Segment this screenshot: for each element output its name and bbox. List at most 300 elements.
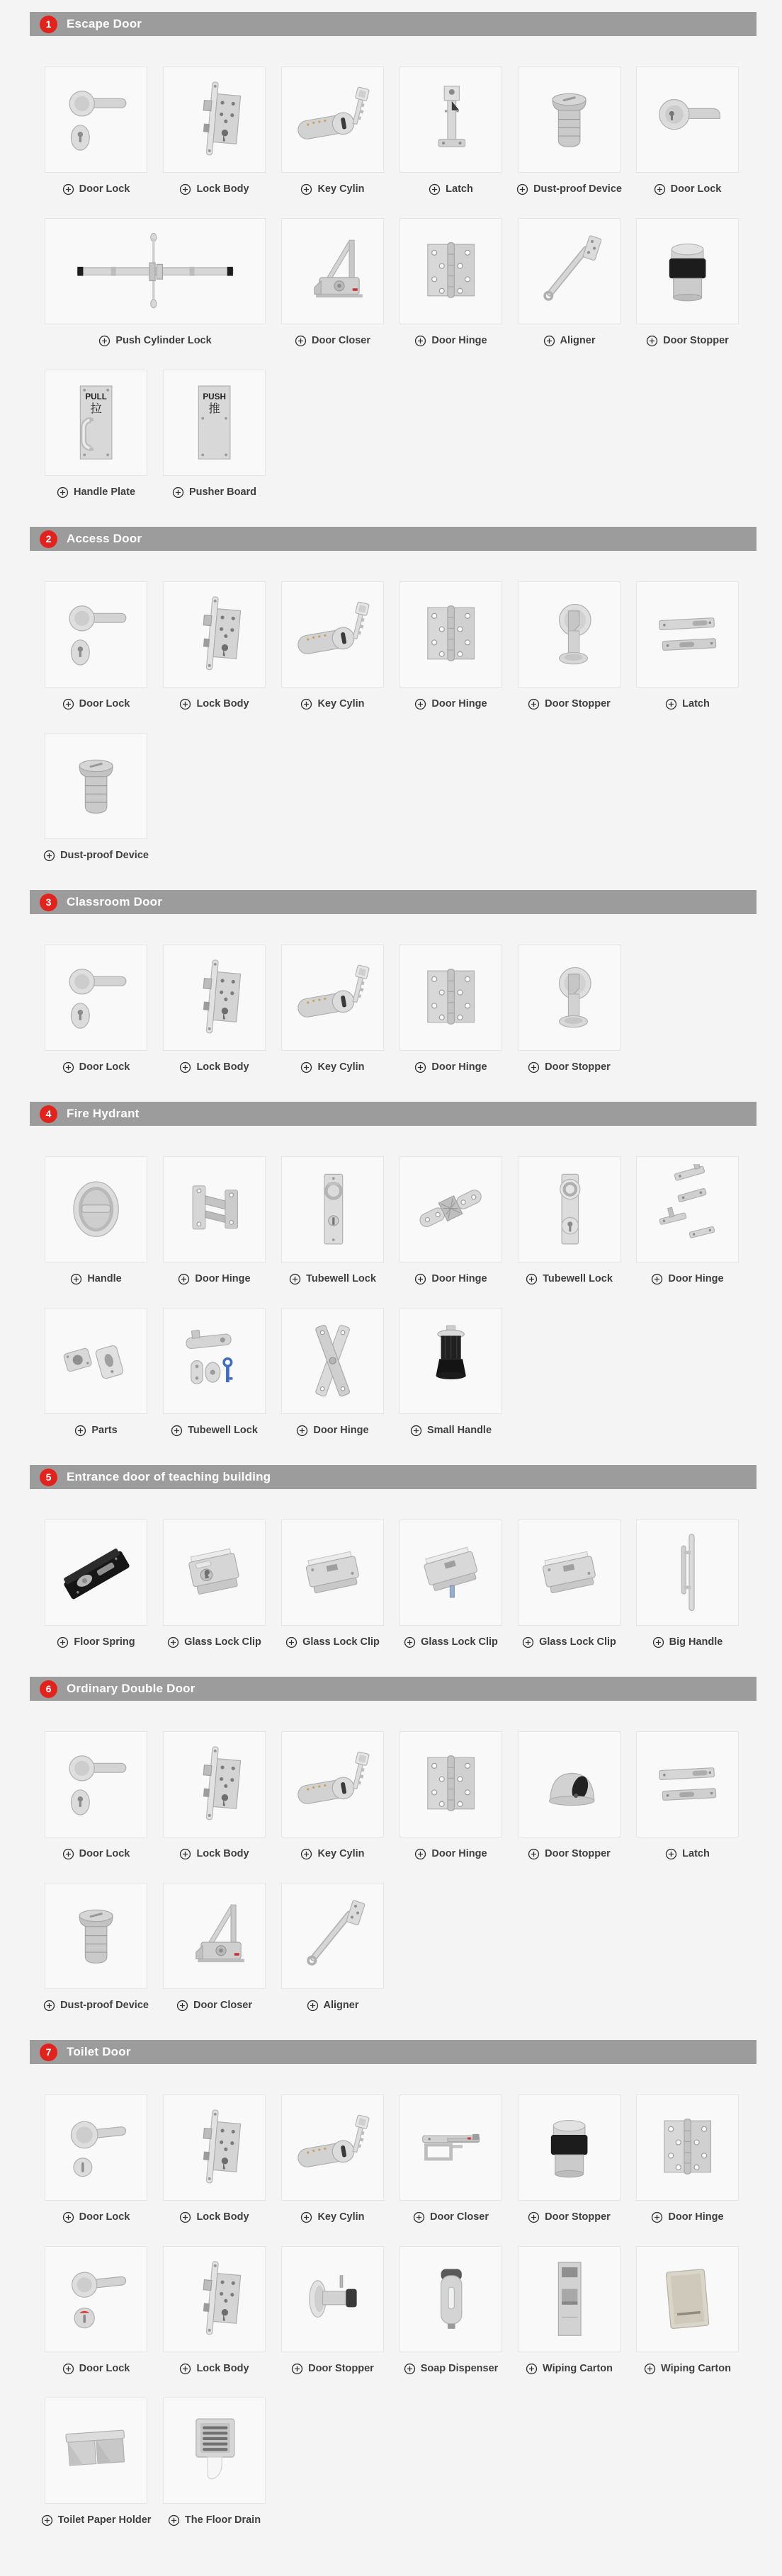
product-label-text: Lock Body bbox=[196, 698, 249, 709]
product-label[interactable] bbox=[179, 2209, 249, 2225]
product-card[interactable] bbox=[281, 2095, 384, 2201]
product-label-text: Pusher Board bbox=[188, 486, 257, 498]
product-card[interactable] bbox=[400, 1731, 502, 1837]
product-cell bbox=[400, 1308, 502, 1439]
product-label-text: Glass Lock Clip bbox=[539, 1636, 616, 1648]
product-card[interactable] bbox=[636, 218, 739, 324]
product-label[interactable] bbox=[528, 1059, 611, 1076]
section-header bbox=[30, 890, 756, 914]
product-label[interactable] bbox=[171, 1422, 258, 1439]
section-body bbox=[0, 2064, 782, 2555]
plus-circle-icon bbox=[43, 850, 55, 862]
product-label[interactable] bbox=[414, 1845, 487, 1862]
glass-clip-2-icon bbox=[528, 1527, 611, 1617]
product-label[interactable] bbox=[404, 1634, 498, 1651]
product-cell bbox=[281, 1156, 384, 1287]
product-label[interactable] bbox=[300, 181, 364, 198]
plus-circle-icon bbox=[179, 1061, 191, 1073]
cross-hinge-icon bbox=[409, 1164, 492, 1254]
product-cell bbox=[518, 218, 620, 349]
product-label-text: Door Closer bbox=[193, 2000, 252, 2011]
product-cell bbox=[163, 1520, 266, 1651]
product-label[interactable] bbox=[172, 484, 256, 501]
dome-stopper-icon bbox=[528, 1739, 611, 1829]
product-card[interactable] bbox=[281, 945, 384, 1051]
product-label[interactable] bbox=[285, 1634, 380, 1651]
product-label-text: Tubewell Lock bbox=[306, 1273, 376, 1284]
product-card[interactable] bbox=[636, 1520, 739, 1626]
product-card[interactable] bbox=[518, 1731, 620, 1837]
product-label-text: Door Stopper bbox=[663, 335, 729, 346]
plus-circle-icon bbox=[516, 183, 528, 195]
product-row bbox=[45, 1731, 782, 1862]
plus-circle-icon bbox=[62, 1061, 74, 1073]
product-card[interactable] bbox=[400, 2095, 502, 2201]
product-card[interactable] bbox=[518, 2095, 620, 2201]
product-card[interactable] bbox=[518, 945, 620, 1051]
product-cell bbox=[636, 1156, 739, 1287]
section-number-badge: 7 bbox=[40, 2044, 57, 2061]
product-label[interactable] bbox=[644, 2360, 731, 2377]
section-number-badge: 3 bbox=[40, 894, 57, 911]
product-cell bbox=[518, 1156, 620, 1287]
closer-flat-icon bbox=[409, 2102, 492, 2192]
product-label[interactable] bbox=[179, 695, 249, 712]
dust-proof-icon bbox=[55, 741, 137, 831]
product-cell bbox=[400, 218, 502, 349]
product-row bbox=[45, 1308, 782, 1439]
product-label-text: Glass Lock Clip bbox=[184, 1636, 261, 1648]
plus-circle-icon bbox=[171, 1425, 183, 1437]
product-label-text: Handle bbox=[87, 1273, 122, 1284]
product-label-text: Door Hinge bbox=[431, 1273, 487, 1284]
product-card[interactable] bbox=[163, 1308, 266, 1414]
product-label[interactable] bbox=[57, 1634, 135, 1651]
key-cylinder-icon bbox=[291, 589, 374, 679]
product-cell bbox=[163, 2398, 266, 2529]
section-toilet-door bbox=[0, 2040, 782, 2555]
big-handle-icon bbox=[646, 1527, 729, 1617]
product-cell bbox=[45, 1883, 147, 2014]
hinge-icon bbox=[409, 1739, 492, 1829]
product-cell bbox=[45, 1156, 147, 1287]
product-card[interactable] bbox=[281, 1156, 384, 1263]
product-label-text: Door Lock bbox=[79, 1061, 130, 1073]
product-label[interactable] bbox=[179, 181, 249, 198]
product-label-text: Glass Lock Clip bbox=[302, 1636, 380, 1648]
product-card[interactable] bbox=[45, 1308, 147, 1414]
product-card[interactable] bbox=[45, 2398, 147, 2504]
product-cell bbox=[400, 1520, 502, 1651]
tube-bolt-icon bbox=[173, 1316, 256, 1406]
product-label[interactable] bbox=[652, 1634, 723, 1651]
product-row bbox=[45, 2095, 782, 2225]
product-label[interactable] bbox=[296, 1422, 368, 1439]
product-label[interactable] bbox=[168, 2512, 261, 2529]
plus-circle-icon bbox=[654, 183, 666, 195]
product-cell bbox=[281, 1308, 384, 1439]
product-card[interactable] bbox=[163, 67, 266, 173]
product-card[interactable] bbox=[400, 1308, 502, 1414]
plus-circle-icon bbox=[300, 1061, 312, 1073]
key-cylinder-icon bbox=[291, 2102, 374, 2192]
product-label[interactable] bbox=[295, 332, 370, 349]
product-card[interactable] bbox=[281, 218, 384, 324]
product-label[interactable] bbox=[289, 1270, 376, 1287]
plus-circle-icon bbox=[98, 335, 110, 347]
product-label[interactable] bbox=[167, 1634, 261, 1651]
plus-circle-icon bbox=[41, 2514, 53, 2526]
product-label[interactable] bbox=[404, 2360, 499, 2377]
product-card[interactable] bbox=[45, 1156, 147, 1263]
plus-circle-icon bbox=[179, 698, 191, 710]
product-label[interactable] bbox=[665, 1845, 710, 1862]
product-label[interactable] bbox=[179, 2360, 249, 2377]
product-card[interactable] bbox=[636, 581, 739, 688]
product-card[interactable] bbox=[163, 1731, 266, 1837]
product-label-text: Dust-proof Device bbox=[60, 2000, 149, 2011]
product-label[interactable] bbox=[70, 1270, 121, 1287]
product-label[interactable] bbox=[179, 1059, 249, 1076]
product-card[interactable] bbox=[281, 67, 384, 173]
product-row bbox=[45, 581, 782, 712]
product-label[interactable] bbox=[43, 1997, 149, 2014]
product-row bbox=[45, 2398, 782, 2529]
section-title: Fire Hydrant bbox=[67, 1107, 140, 1120]
plus-circle-icon bbox=[651, 1273, 663, 1285]
section-body bbox=[0, 1701, 782, 2040]
plus-circle-icon bbox=[646, 335, 658, 347]
glass-clip-3-icon bbox=[409, 1527, 492, 1617]
product-label-text: Wiping Carton bbox=[661, 2363, 731, 2374]
product-card[interactable] bbox=[45, 1731, 147, 1837]
product-cell bbox=[45, 1731, 147, 1862]
product-label[interactable] bbox=[300, 2209, 364, 2225]
product-card[interactable] bbox=[163, 581, 266, 688]
section-entrance-door-of-teaching-building bbox=[0, 1465, 782, 1677]
product-cell bbox=[281, 1883, 384, 2014]
product-label-text: Door Lock bbox=[79, 1848, 130, 1859]
product-cell bbox=[636, 67, 739, 198]
product-cell bbox=[281, 2095, 384, 2225]
product-card[interactable] bbox=[163, 2095, 266, 2201]
plus-circle-icon bbox=[57, 486, 69, 498]
product-card[interactable] bbox=[518, 1520, 620, 1626]
lock-body-icon bbox=[173, 2102, 256, 2192]
stopper-cyl-icon bbox=[528, 2102, 611, 2192]
product-label-text: Door Hinge bbox=[431, 1061, 487, 1073]
section-number-badge: 4 bbox=[40, 1105, 57, 1123]
product-card[interactable] bbox=[636, 67, 739, 173]
section-title: Classroom Door bbox=[67, 895, 163, 908]
product-card[interactable] bbox=[45, 945, 147, 1051]
product-label-text: Door Hinge bbox=[668, 1273, 724, 1284]
plus-circle-icon bbox=[289, 1273, 301, 1285]
plus-circle-icon bbox=[291, 2363, 303, 2375]
product-label[interactable] bbox=[651, 1270, 723, 1287]
product-cell bbox=[281, 1731, 384, 1862]
section-escape-door bbox=[0, 12, 782, 527]
product-cell bbox=[518, 1520, 620, 1651]
product-label-text: Toilet Paper Holder bbox=[57, 2514, 152, 2526]
product-label[interactable] bbox=[62, 181, 130, 198]
section-body bbox=[0, 36, 782, 527]
plus-circle-icon bbox=[414, 335, 426, 347]
product-label[interactable] bbox=[176, 1997, 252, 2014]
product-card[interactable] bbox=[45, 218, 266, 324]
product-cell bbox=[45, 2246, 147, 2377]
plus-circle-icon bbox=[168, 2514, 180, 2526]
product-label[interactable] bbox=[62, 2360, 130, 2377]
product-label[interactable] bbox=[291, 2360, 374, 2377]
product-label-text: Key Cylin bbox=[317, 1061, 365, 1073]
section-ordinary-double-door bbox=[0, 1677, 782, 2040]
product-label-text: Dust-proof Device bbox=[533, 183, 622, 195]
product-row bbox=[45, 733, 782, 864]
product-label[interactable] bbox=[516, 181, 622, 198]
plus-circle-icon bbox=[410, 1425, 422, 1437]
product-label-text: Key Cylin bbox=[317, 183, 365, 195]
product-label[interactable] bbox=[665, 695, 710, 712]
wall-stopper-icon bbox=[291, 2254, 374, 2344]
plus-circle-icon bbox=[179, 2363, 191, 2375]
product-card[interactable] bbox=[163, 370, 266, 476]
product-label[interactable] bbox=[62, 1059, 130, 1076]
product-card[interactable] bbox=[518, 2246, 620, 2352]
push-plate-icon bbox=[173, 377, 256, 467]
product-card[interactable] bbox=[518, 581, 620, 688]
product-label[interactable] bbox=[543, 332, 596, 349]
product-card[interactable] bbox=[400, 945, 502, 1051]
product-label[interactable] bbox=[646, 332, 729, 349]
product-label[interactable] bbox=[300, 1059, 364, 1076]
dust-proof-icon bbox=[55, 1891, 137, 1981]
plus-circle-icon bbox=[167, 1636, 179, 1648]
product-card[interactable] bbox=[400, 67, 502, 173]
section-access-door bbox=[0, 527, 782, 890]
product-card[interactable] bbox=[163, 945, 266, 1051]
svg-text:PULL: PULL bbox=[85, 392, 107, 402]
product-card[interactable] bbox=[163, 1520, 266, 1626]
svg-text:推: 推 bbox=[208, 402, 220, 416]
product-label-text: Lock Body bbox=[196, 1848, 249, 1859]
product-label[interactable] bbox=[414, 332, 487, 349]
product-cell bbox=[163, 1731, 266, 1862]
section-header bbox=[30, 1465, 756, 1489]
tubewell-lock-icon bbox=[291, 1164, 374, 1254]
product-label[interactable] bbox=[178, 1270, 250, 1287]
product-label-text: Key Cylin bbox=[317, 2211, 365, 2223]
product-card[interactable] bbox=[636, 2246, 739, 2352]
aligner-icon bbox=[528, 226, 611, 316]
product-card[interactable] bbox=[45, 1520, 147, 1626]
x-hinge-icon bbox=[291, 1316, 374, 1406]
product-label[interactable] bbox=[414, 1059, 487, 1076]
plus-circle-icon bbox=[522, 1636, 534, 1648]
product-label[interactable] bbox=[413, 2209, 489, 2225]
product-card[interactable] bbox=[636, 1156, 739, 1263]
product-label[interactable] bbox=[307, 1997, 359, 2014]
key-cylinder-icon bbox=[291, 952, 374, 1042]
product-card[interactable] bbox=[400, 581, 502, 688]
paper-holder-icon bbox=[55, 2405, 137, 2495]
aligner-icon bbox=[291, 1891, 374, 1981]
product-card[interactable] bbox=[45, 1883, 147, 1989]
product-label-text: Door Closer bbox=[312, 335, 370, 346]
product-label[interactable] bbox=[300, 695, 364, 712]
plus-circle-icon bbox=[413, 2211, 425, 2223]
product-label-text: Soap Dispenser bbox=[420, 2363, 499, 2374]
product-cell bbox=[45, 67, 147, 198]
plus-circle-icon bbox=[179, 183, 191, 195]
section-body bbox=[0, 1126, 782, 1465]
product-card[interactable] bbox=[518, 67, 620, 173]
product-label[interactable] bbox=[414, 695, 487, 712]
product-label[interactable] bbox=[57, 484, 135, 501]
lock-body-icon bbox=[173, 589, 256, 679]
product-label-text: Door Stopper bbox=[545, 1848, 611, 1859]
product-card[interactable] bbox=[281, 1520, 384, 1626]
lever-handle-icon bbox=[55, 952, 137, 1042]
hinge-icon bbox=[409, 226, 492, 316]
product-label-text: Door Lock bbox=[79, 698, 130, 709]
product-card[interactable] bbox=[400, 1156, 502, 1263]
product-label[interactable] bbox=[526, 1270, 613, 1287]
product-card[interactable] bbox=[281, 1731, 384, 1837]
product-card[interactable] bbox=[163, 1156, 266, 1263]
product-cell bbox=[400, 67, 502, 198]
product-label[interactable] bbox=[74, 1422, 117, 1439]
product-card[interactable] bbox=[163, 1883, 266, 1989]
product-card[interactable] bbox=[281, 1308, 384, 1414]
product-label[interactable] bbox=[528, 695, 611, 712]
product-label-text: Door Hinge bbox=[668, 2211, 724, 2223]
product-cell bbox=[400, 581, 502, 712]
section-number-badge: 5 bbox=[40, 1469, 57, 1486]
product-card[interactable] bbox=[45, 581, 147, 688]
product-cell bbox=[281, 581, 384, 712]
section-number-badge: 6 bbox=[40, 1680, 57, 1698]
product-label-text: Big Handle bbox=[669, 1636, 723, 1648]
product-label-text: Door Hinge bbox=[195, 1273, 251, 1284]
product-label-text: Door Hinge bbox=[431, 335, 487, 346]
product-label[interactable] bbox=[429, 181, 473, 198]
product-row bbox=[45, 1520, 782, 1651]
product-label-text: Push Cylinder Lock bbox=[115, 335, 212, 346]
product-card[interactable] bbox=[163, 2246, 266, 2352]
product-cell bbox=[518, 67, 620, 198]
product-cell bbox=[400, 2095, 502, 2225]
product-cell bbox=[163, 370, 266, 501]
tubewell-lock-2-icon bbox=[528, 1164, 611, 1254]
section-body bbox=[0, 914, 782, 1102]
product-label[interactable] bbox=[98, 332, 211, 349]
product-label-text: Aligner bbox=[323, 2000, 359, 2011]
product-card[interactable] bbox=[45, 2246, 147, 2352]
product-cell bbox=[518, 1731, 620, 1862]
product-label[interactable] bbox=[43, 847, 149, 864]
product-label-text: Small Handle bbox=[426, 1425, 492, 1436]
product-label[interactable] bbox=[654, 181, 722, 198]
product-label[interactable] bbox=[522, 1634, 616, 1651]
plus-circle-icon bbox=[62, 2211, 74, 2223]
product-label[interactable] bbox=[179, 1845, 249, 1862]
product-label[interactable] bbox=[651, 2209, 723, 2225]
plus-circle-icon bbox=[414, 1061, 426, 1073]
product-label[interactable] bbox=[41, 2512, 152, 2529]
product-cell bbox=[163, 2095, 266, 2225]
plus-circle-icon bbox=[296, 1425, 308, 1437]
lever-handle-icon bbox=[55, 589, 137, 679]
product-cell bbox=[163, 2246, 266, 2377]
product-label[interactable] bbox=[62, 2209, 130, 2225]
product-row bbox=[45, 67, 782, 198]
product-cell bbox=[281, 67, 384, 198]
product-label[interactable] bbox=[300, 1845, 364, 1862]
product-label-text: Floor Spring bbox=[74, 1636, 135, 1648]
product-card[interactable] bbox=[400, 2246, 502, 2352]
product-cell bbox=[45, 2398, 152, 2529]
product-cell bbox=[281, 2246, 384, 2377]
product-card[interactable] bbox=[45, 733, 147, 839]
product-label[interactable] bbox=[528, 1845, 611, 1862]
plus-circle-icon bbox=[528, 2211, 540, 2223]
product-cell bbox=[45, 1308, 147, 1439]
product-label-text: Door Lock bbox=[79, 183, 130, 195]
section-fire-hydrant bbox=[0, 1102, 782, 1465]
product-card[interactable] bbox=[281, 1883, 384, 1989]
plus-circle-icon bbox=[652, 1636, 664, 1648]
product-label[interactable] bbox=[62, 1845, 130, 1862]
plus-circle-icon bbox=[526, 2363, 538, 2375]
product-card[interactable] bbox=[636, 1731, 739, 1837]
product-label[interactable] bbox=[62, 695, 130, 712]
product-cell bbox=[400, 945, 502, 1076]
product-label[interactable] bbox=[410, 1422, 492, 1439]
product-cell bbox=[45, 1520, 147, 1651]
product-cell bbox=[636, 218, 739, 349]
product-label-text: Latch bbox=[682, 1848, 710, 1859]
product-card[interactable] bbox=[281, 2246, 384, 2352]
product-label[interactable] bbox=[414, 1270, 487, 1287]
hinge-icon bbox=[409, 589, 492, 679]
product-card[interactable] bbox=[45, 370, 147, 476]
product-card[interactable] bbox=[45, 67, 147, 173]
bracket-hinge-icon bbox=[173, 1164, 256, 1254]
product-card[interactable] bbox=[163, 2398, 266, 2504]
section-number-badge: 2 bbox=[40, 530, 57, 548]
product-cell bbox=[400, 2246, 502, 2377]
product-label[interactable] bbox=[528, 2209, 611, 2225]
lever-indicator-icon bbox=[55, 2254, 137, 2344]
plus-circle-icon bbox=[528, 698, 540, 710]
product-card[interactable] bbox=[518, 1156, 620, 1263]
product-label-text: Door Hinge bbox=[431, 698, 487, 709]
product-label-text: Door Lock bbox=[670, 183, 722, 195]
product-card[interactable] bbox=[400, 218, 502, 324]
plus-circle-icon bbox=[295, 335, 307, 347]
product-card[interactable] bbox=[281, 581, 384, 688]
product-card[interactable] bbox=[518, 218, 620, 324]
section-number-badge: 1 bbox=[40, 16, 57, 33]
product-card[interactable] bbox=[400, 1520, 502, 1626]
product-card[interactable] bbox=[636, 2095, 739, 2201]
product-card[interactable] bbox=[45, 2095, 147, 2201]
plus-circle-icon bbox=[172, 486, 184, 498]
product-label[interactable] bbox=[526, 2360, 613, 2377]
product-cell bbox=[400, 1156, 502, 1287]
small-handle-icon bbox=[409, 1316, 492, 1406]
